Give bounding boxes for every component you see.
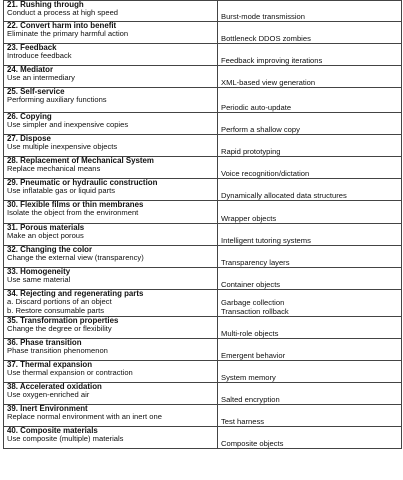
application-text: Salted encryption [221,394,280,404]
table-row [4,88,402,113]
principle-cell [4,201,218,224]
principle-title: 21. Rushing through [7,0,84,9]
principle-title: 22. Convert harm into benefit [7,21,117,30]
principle-title: 26. Copying [7,112,52,121]
application-text: Multi-role objects [221,328,279,338]
application-cell [218,201,402,224]
application-text: Transaction rollback [221,306,289,316]
principle-title: 24. Mediator [7,65,54,74]
principle-description: Make an object porous [7,231,84,241]
application-cell [218,88,402,113]
table-row [4,113,402,135]
application-cell [218,246,402,268]
application-cell [218,179,402,201]
application-text: Burst-mode transmission [221,11,305,21]
principle-cell [4,405,218,427]
application-cell [218,22,402,44]
application-text: Emergent behavior [221,350,286,360]
application-cell [218,157,402,179]
application-cell [218,113,402,135]
application-text: Garbage collection [221,298,285,308]
principle-cell [4,179,218,201]
application-text: Rapid prototyping [221,146,281,156]
principle-description: Phase transition phenomenon [7,346,108,356]
principle-title: 25. Self-service [7,87,65,96]
application-text: Wrapper objects [221,213,277,223]
principle-description: Use multiple inexpensive objects [7,142,118,152]
principle-description: Use inflatable gas or liquid parts [7,186,116,196]
principle-description: Conduct a process at high speed [7,8,119,18]
application-cell [218,383,402,405]
table-row [4,361,402,383]
principles-table [3,0,402,449]
application-cell [218,317,402,339]
application-text: Perform a shallow copy [221,124,300,134]
application-text: Transparency layers [221,257,290,267]
table-row [4,268,402,290]
table-row [4,383,402,405]
application-text: Voice recognition/dictation [221,168,310,178]
principle-cell [4,339,218,361]
application-cell [218,361,402,383]
application-text: Bottleneck DDOS zombies [221,33,311,43]
principle-title: 27. Dispose [7,134,51,143]
principle-title: 35. Transformation properties [7,316,119,325]
principle-title: 33. Homogeneity [7,267,71,276]
principle-title: 39. Inert Environment [7,404,88,413]
principle-description: Use oxygen-enriched air [7,390,90,400]
application-cell [218,1,402,22]
principle-cell [4,361,218,383]
table-row [4,135,402,157]
principle-description: Performing auxiliary functions [7,95,107,105]
principle-cell [4,135,218,157]
principle-description: Isolate the object from the environment [7,208,139,218]
principle-cell [4,22,218,44]
application-cell [218,290,402,317]
principle-title: 28. Replacement of Mechanical System [7,156,154,165]
principle-cell [4,88,218,113]
principle-cell [4,383,218,405]
application-cell [218,339,402,361]
principle-title: 38. Accelerated oxidation [7,382,102,391]
application-text: System memory [221,372,276,382]
table-row [4,1,402,22]
principle-title: 29. Pneumatic or hydraulic construction [7,178,158,187]
principle-description: Change the degree or flexibility [7,324,112,334]
principle-cell [4,224,218,246]
application-text: Intelligent tutoring systems [221,235,311,245]
principle-title: 30. Flexible films or thin membranes [7,200,144,209]
principle-title: 36. Phase transition [7,338,82,347]
table-row [4,339,402,361]
principle-cell [4,317,218,339]
table-body [4,1,402,449]
application-cell [218,135,402,157]
principle-cell [4,268,218,290]
principle-title: 23. Feedback [7,43,57,52]
principle-description: Use simpler and inexpensive copies [7,120,129,130]
table-row [4,66,402,88]
principle-title: 40. Composite materials [7,426,98,435]
principle-cell [4,44,218,66]
principle-description: Use same material [7,275,71,285]
principle-title: 34. Rejecting and regenerating parts [7,289,144,298]
principle-description: Replace normal environment with an inert one [7,412,162,422]
table-row [4,317,402,339]
principle-cell [4,1,218,22]
principle-cell [4,66,218,88]
principle-title: 37. Thermal expansion [7,360,93,369]
table-row [4,179,402,201]
application-text: Feedback improving iterations [221,55,323,65]
principle-description: Introduce feedback [7,51,72,61]
principle-description: Eliminate the primary harmful action [7,29,129,39]
principle-description: a. Discard portions of an object [7,297,112,307]
principle-description: Use thermal expansion or contraction [7,368,133,378]
table-row [4,427,402,449]
table-row [4,224,402,246]
principle-title: 31. Porous materials [7,223,85,232]
table-row [4,22,402,44]
application-text: Test harness [221,416,265,426]
table-row [4,157,402,179]
principle-description: Use composite (multiple) materials [7,434,124,444]
principle-cell [4,427,218,449]
principle-cell [4,113,218,135]
application-text: XML-based view generation [221,77,316,87]
application-cell [218,224,402,246]
application-text: Periodic auto-update [221,102,292,112]
principle-cell [4,246,218,268]
principle-description: b. Restore consumable parts [7,305,105,315]
table-row [4,246,402,268]
table-row [4,44,402,66]
application-text: Container objects [221,279,281,289]
application-cell [218,427,402,449]
application-cell [218,66,402,88]
principle-cell [4,290,218,317]
application-cell [218,44,402,66]
principle-cell [4,157,218,179]
principle-description: Change the external view (transparency) [7,253,144,263]
application-text: Composite objects [221,438,284,448]
application-text: Dynamically allocated data structures [221,190,347,200]
table-row [4,201,402,224]
application-cell [218,268,402,290]
principle-description: Use an intermediary [7,73,75,83]
principle-title: 32. Changing the color [7,245,93,254]
application-cell [218,405,402,427]
table-row [4,405,402,427]
table-row [4,290,402,317]
principle-description: Replace mechanical means [7,164,101,174]
